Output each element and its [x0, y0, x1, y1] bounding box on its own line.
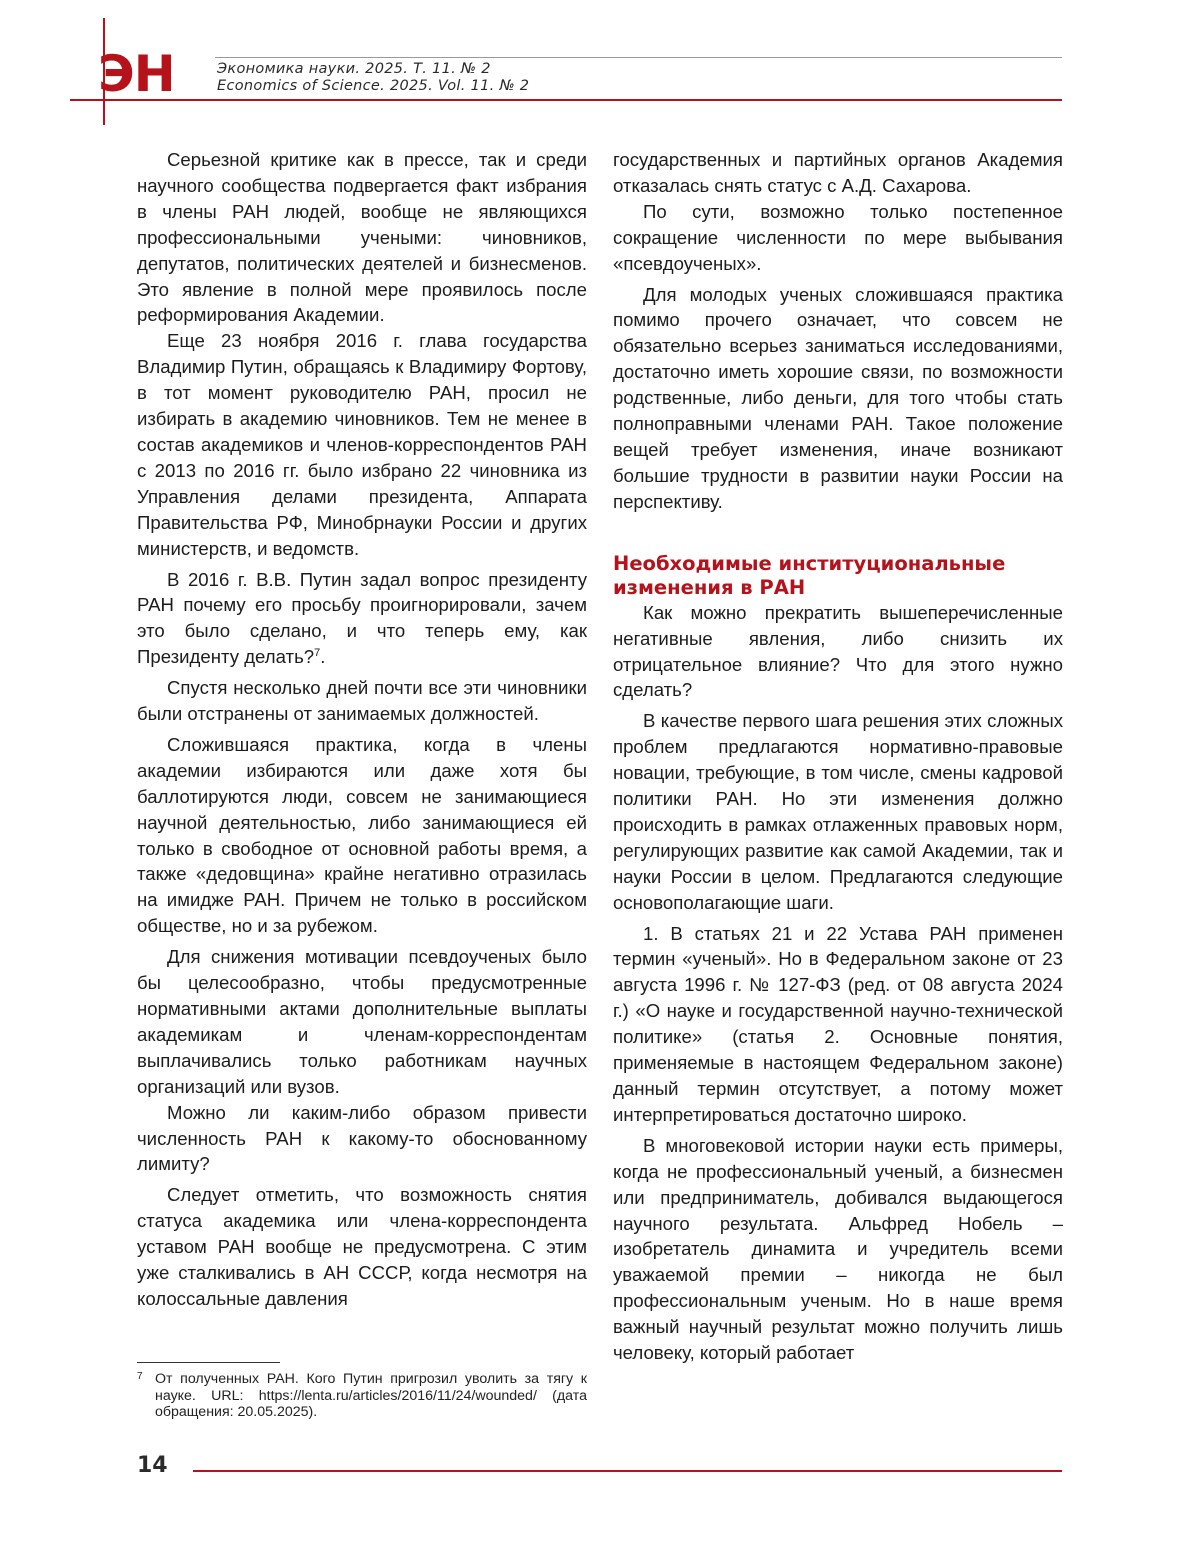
journal-citation: [217, 61, 529, 95]
paragraph: Еще 23 ноября 2016 г. глава государства Владимир Путин, обращаясь к Владимиру Фортову, в тот момент руководителю РАН, просил не избирать в академию чиновников. Тем не менее в состав академиков и членов-корреспондентов РАН с 2013 по 2016 гг. было избрано 22 чиновника из Управления делами президента, Аппарата Правительства РФ, Минобрнауки России и других министерств, и ведомств.: [137, 330, 587, 559]
paragraph: В 2016 г. В.В. Путин задал вопрос президенту РАН почему его просьбу проигнорировали, зачем это было сделано, и что теперь ему, как Президенту делать?$^7$.: [137, 568, 587, 668]
header-bottom-rule: [70, 99, 1062, 101]
footer-rule: [193, 1470, 1062, 1472]
journal-citation-ru: Экономика науки. 2025. Т. 11. № 2: [217, 61, 491, 77]
footnote-rule: [137, 1362, 280, 1363]
paragraph: 1. В статьях 21 и 22 Устава РАН применен термин «ученый». Но в Федеральном законе от 23 августа 1996 г. № 127-ФЗ (ред. от 08 августа 2024 г.) «О науке и государственной научно-технической политике» (статья 2. Основные понятия, применяемые в настоящем Федеральном законе) данный термин отсутствует, а потому может интерпретироваться достаточно широко.: [613, 922, 1063, 1125]
paragraph: В многовековой истории науки есть примеры, когда не профессиональный ученый, а бизнесмен или предприниматель, добивался выдающегося научного результата. Альфред Нобель – изобретатель динамита и учредитель всеми уважаемой премии – никогда не был профессиональным ученым. Но в наше время важный научный результат можно получить лишь человеку, который работает: [613, 1134, 1063, 1364]
paragraph: Для снижения мотивации псевдоученых было бы целесообразно, чтобы предусмотренные нормативными актами дополнительные выплаты академикам и членам-корреспондентам выплачивались только работникам научных организаций или вузов.: [137, 946, 587, 1097]
footnote-reference[interactable]: 7: [314, 647, 321, 660]
right-column: [613, 147, 1063, 1366]
footnote-text: От полученных РАН. Кого Путин пригрозил уволить за тягу к науке. URL: https://lenta.ru/articles/2016/11/24/wounded/ (дата обращения: 20.05.2025).: [155, 1371, 587, 1420]
journal-logo: ЭН: [98, 45, 175, 103]
paragraph: Для молодых ученых сложившаяся практика помимо прочего означает, что совсем не обязательно всерьез заниматься исследованиями, достаточно иметь хорошие связи, по возможности родственные, либо деньги, для того чтобы стать полноправными членами РАН. Такое положение вещей требует изменения, иначе возникают большие трудности в развитии науки России на перспективу.: [613, 283, 1063, 512]
paragraph-text: В 2016 г. В.В. Путин задал вопрос президенту РАН почему его просьбу проигнорировали, зачем это было сделано, и что теперь ему, как Президенту делать?: [137, 568, 587, 668]
paragraph: Серьезной критике как в прессе, так и среди научного сообщества подвергается факт избрания в члены РАН людей, вообще не являющихся профессиональными учеными: чиновников, депутатов, политических деятелей и бизнесменов. Это явление в полной мере проявилось после реформирования Академии.: [137, 149, 587, 326]
paragraph: Спустя несколько дней почти все эти чиновники были отстранены от занимаемых должностей.: [137, 677, 587, 725]
footnote-mark: 7: [137, 1371, 143, 1382]
paragraph: В качестве первого шага решения этих сложных проблем предлагаются нормативно-правовые новации, требующие, в том числе, смены кадровой политики РАН. Но эти изменения должно происходить в рамках отлаженных правовых норм, регулирующих развитие как самой Академии, так и науки России в целом. Предлагаются следующие основополагающие шаги.: [613, 710, 1063, 913]
paragraph: государственных и партийных органов Академия отказалась снять статус с А.Д. Сахарова.: [613, 149, 1063, 196]
left-column: [137, 147, 587, 1312]
paragraph: Следует отметить, что возможность снятия статуса академика или члена-корреспондента уставом РАН вообще не предусмотрена. С этим уже сталкивались в АН СССР, когда несмотря на колоссальные давления: [137, 1184, 587, 1309]
page-number: 14: [137, 1453, 168, 1478]
paragraph: Сложившаяся практика, когда в члены академии избираются или даже хотя бы баллотируются люди, совсем не занимающиеся научной деятельностью, либо занимающиеся ей только в свободное от основной работы время, а также «дедовщина» крайне негативно отразилась на имидже РАН. Причем не только в российском обществе, но и за рубежом.: [137, 733, 587, 937]
footnote: [137, 1371, 587, 1421]
section-heading: Необходимые институциональные изменения в РАН: [613, 551, 1006, 599]
paragraph: Как можно прекратить вышеперечисленные негативные явления, либо снизить их отрицательное влияние? Что для этого нужно сделать?: [613, 601, 1063, 701]
header-top-rule: [215, 57, 1062, 58]
paragraph: Можно ли каким-либо образом привести численность РАН к какому-то обоснованному лимиту?: [137, 1101, 587, 1175]
journal-citation-en: Economics of Science. 2025. Vol. 11. № 2: [217, 78, 530, 94]
paragraph: По сути, возможно только постепенное сокращение численности по мере выбывания «псевдоученых».: [613, 200, 1063, 274]
